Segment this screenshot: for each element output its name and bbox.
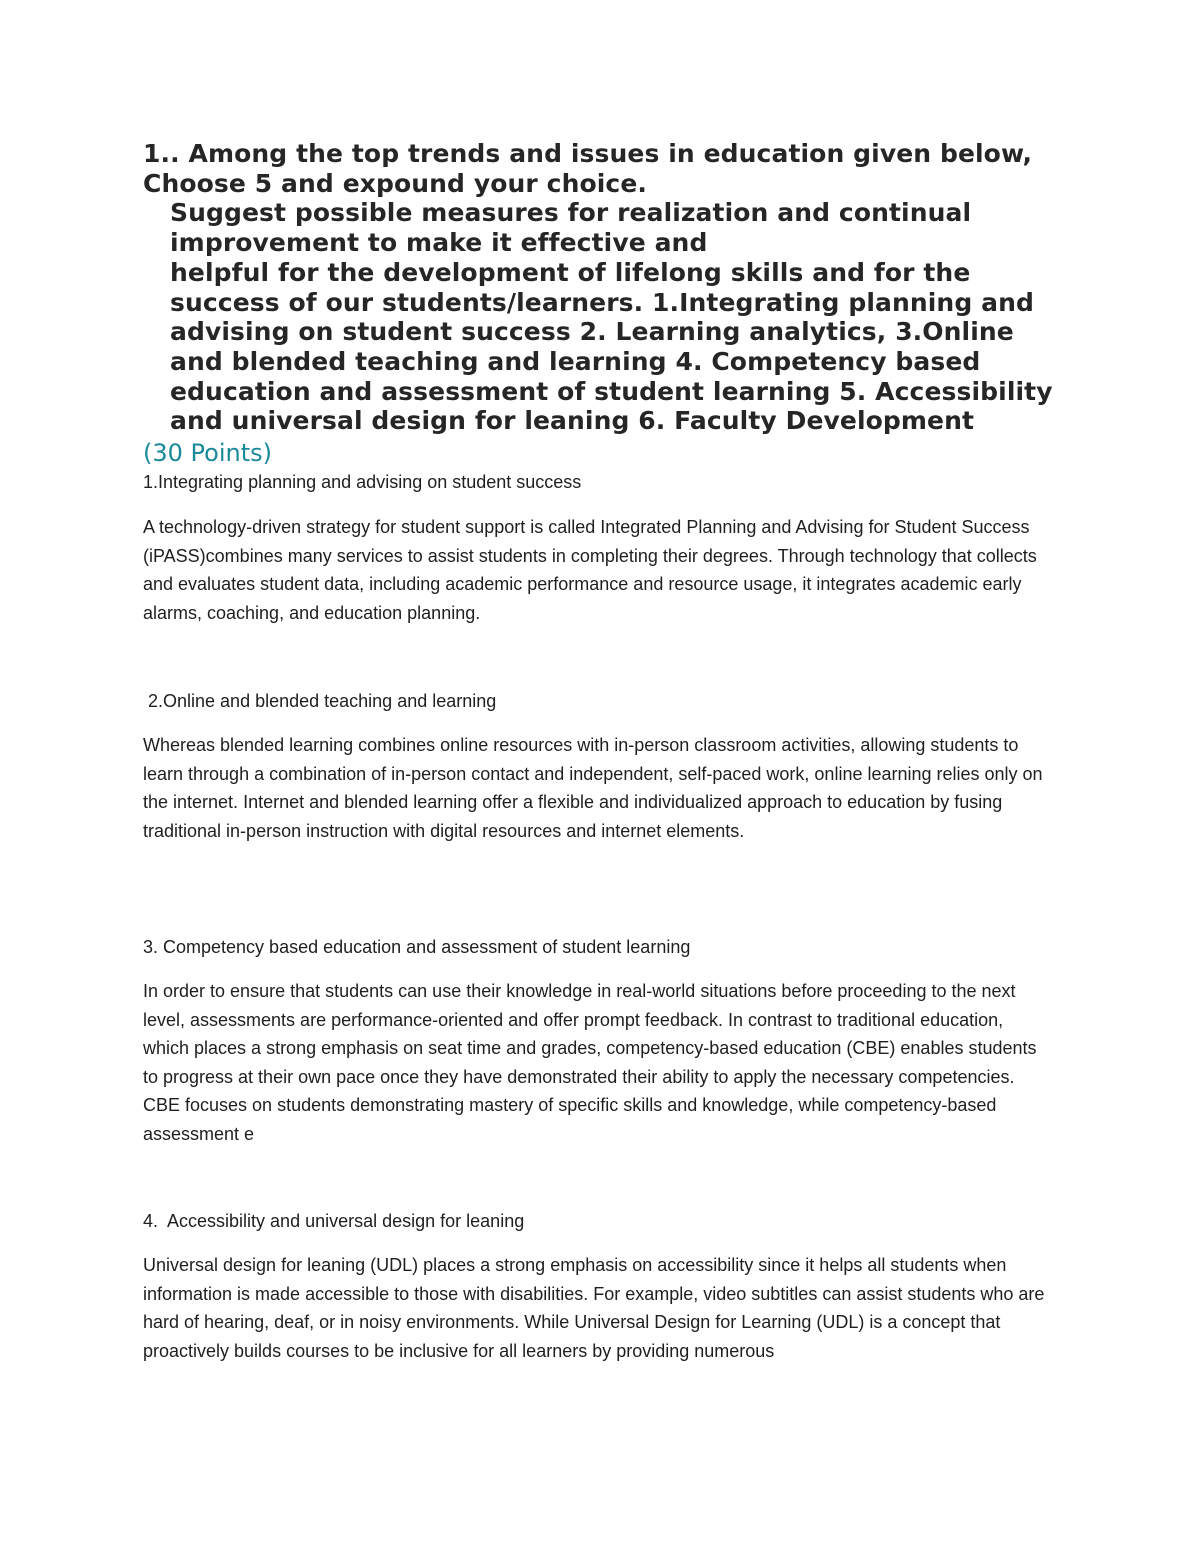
section-heading-2: 2.Online and blended teaching and learning xyxy=(143,691,497,711)
section-body-1: A technology-driven strategy for student support is called Integrated Planning and Advising for Student Success (iPASS)combines many services to assist students in completing their degrees. Through technology that collects and evaluates student data, including academic performance and resource usage, it integrates academic early alarms, coaching, and education planning. xyxy=(143,517,1037,623)
points-label: (30 Points) xyxy=(143,439,272,467)
section-heading-3: 3. Competency based education and assessment of student learning xyxy=(143,937,691,957)
prompt-line-1: 1.. Among the top trends and issues in education given below, Choose 5 and expound your choice. xyxy=(143,139,1033,198)
section-body-2: Whereas blended learning combines online resources with in-person classroom activities, allowing students to learn through a combination of in-person contact and independent, self-paced work, online learning relies only on the internet. Internet and blended learning offer a flexible and individualized approach to education by fusing traditional in-person instruction with digital resources and internet elements. xyxy=(143,735,1043,841)
section-heading-1: 1.Integrating planning and advising on student success xyxy=(143,472,582,492)
section-heading-4: 4. Accessibility and universal design for leaning xyxy=(143,1211,525,1231)
section-body-4: Universal design for leaning (UDL) places a strong emphasis on accessibility since it helps all students when information is made accessible to those with disabilities. For example, video subtitles can assist students who are hard of hearing, deaf, or in noisy environments. While Universal Design for Learning (UDL) is a concept that proactively builds courses to be inclusive for all learners by providing numerous xyxy=(143,1255,1045,1361)
section-body-3: In order to ensure that students can use their knowledge in real-world situations before proceeding to the next level, assessments are performance-oriented and offer prompt feedback. In contrast to traditional education, which places a strong emphasis on seat time and grades, competency-based education (CBE) enables students to progress at their own pace once they have demonstrated their ability to apply the necessary competencies. CBE focuses on students demonstrating mastery of specific skills and knowledge, while competency-based assessment e xyxy=(143,981,1037,1144)
prompt-line-2: Suggest possible measures for realization and continual improvement to make it effective and xyxy=(170,198,972,258)
assignment-prompt xyxy=(143,139,1063,436)
prompt-line-3: helpful for the development of lifelong skills and for the success of our students/learners. 1.Integrating planning and advising on student success 2. Learning analytics, 3.Online and blended teaching and learning 4. Competency based education and assessment of student learning 5. Accessibility and universal design for leaning 6. Faculty Development xyxy=(170,257,1053,436)
